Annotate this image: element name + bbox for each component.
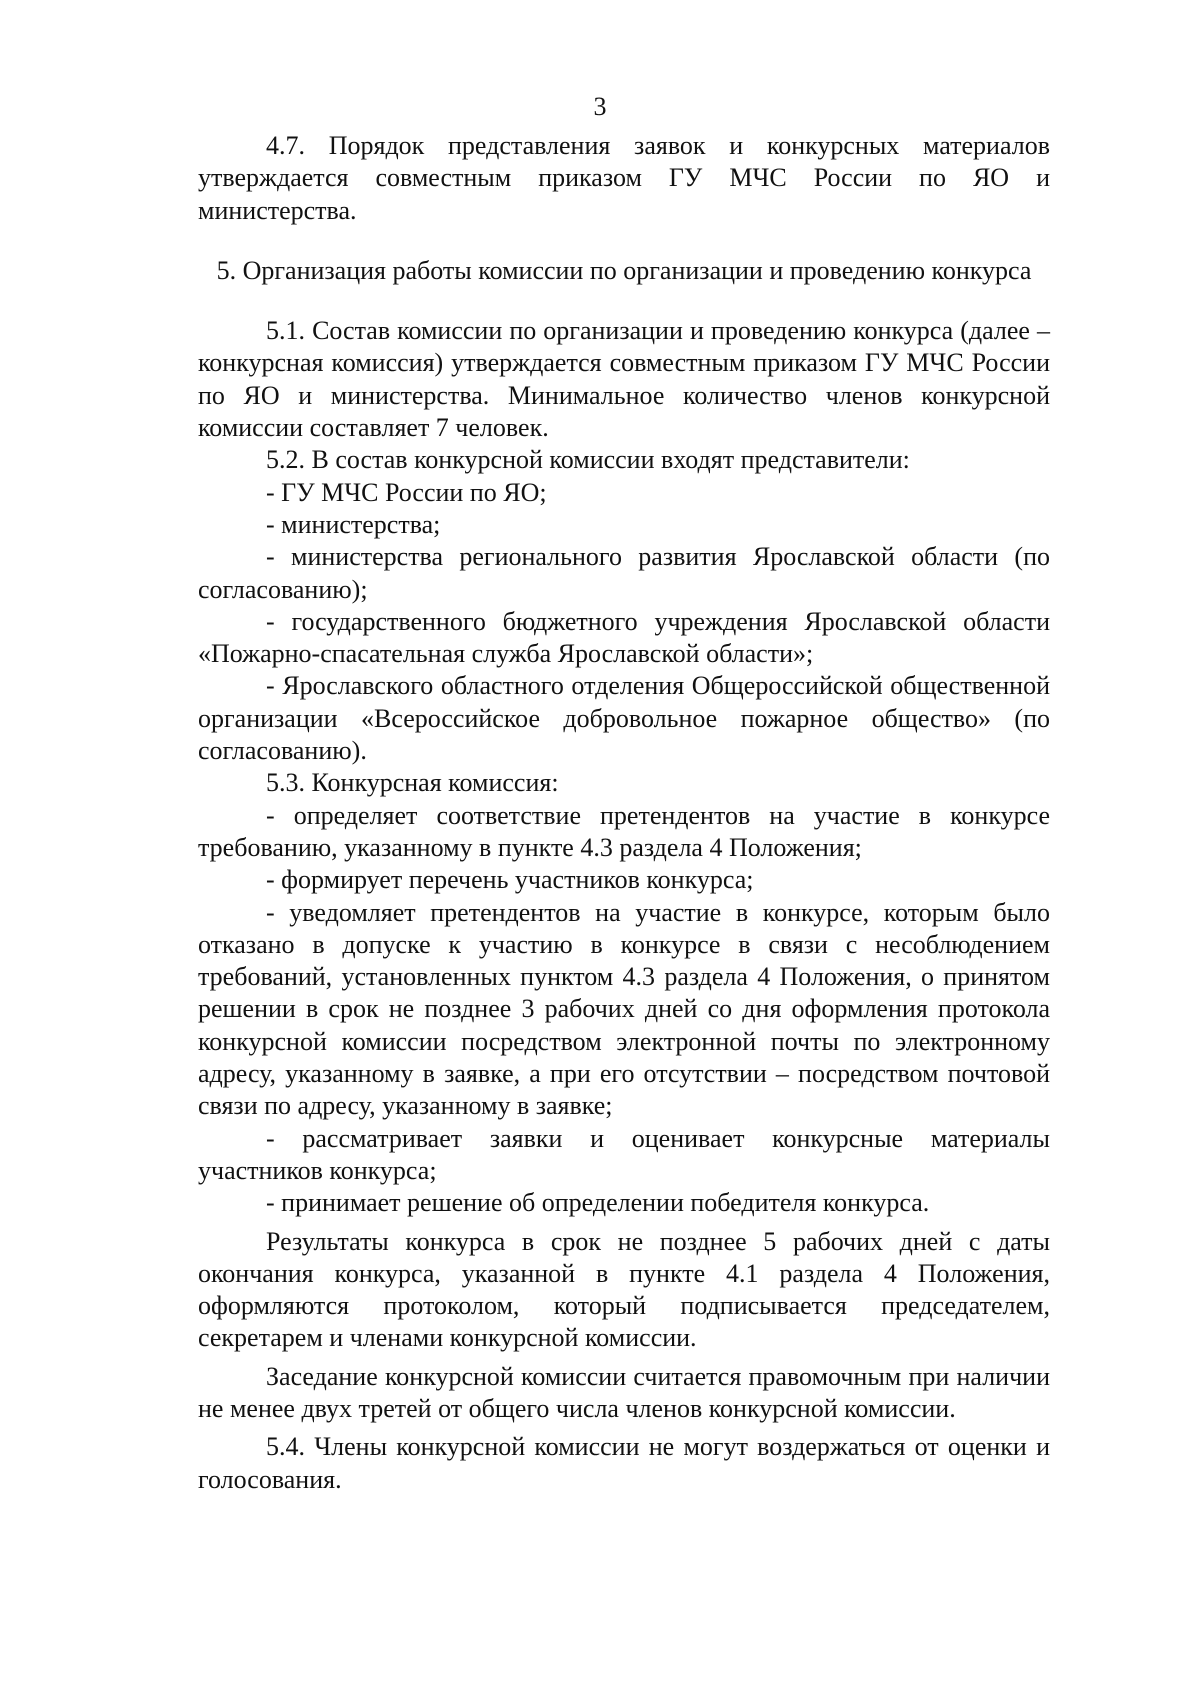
section-5-heading: 5. Организация работы комиссии по организации и проведению конкурса	[216, 255, 1032, 285]
list-item-ministry: - министерства;	[266, 509, 441, 539]
paragraph-results: Результаты конкурса в срок не позднее 5 рабочих дней с даты окончания конкурса, указанной в пункте 4.1 раздела 4 Положения, оформляются протоколом, который подписывается председателем, секретарем и членами конкурсной комиссии.	[198, 1226, 1050, 1353]
paragraph-5-4: 5.4. Члены конкурсной комиссии не могут воздержаться от оценки и голосования.	[198, 1432, 1050, 1494]
list-item-fire-rescue-service: - государственного бюджетного учреждения Ярославской области «Пожарно-спасательная служба Ярославской области»;	[198, 606, 1050, 669]
list-item-regional-development: - министерства регионального развития Ярославской области (по согласованию);	[198, 542, 1050, 604]
list-item-gu-mchs: - ГУ МЧС России по ЯО;	[266, 477, 547, 507]
paragraph-5-3: 5.3. Конкурсная комиссия:	[266, 768, 559, 798]
list-item-reviews: - рассматривает заявки и оценивает конкурсные материалы участников конкурса;	[198, 1123, 1050, 1185]
list-item-decides: - принимает решение об определении победителя конкурса.	[266, 1188, 930, 1218]
list-item-forms-list: - формирует перечень участников конкурса;	[266, 865, 754, 895]
paragraph-quorum: Заседание конкурсной комиссии считается правомочным при наличии не менее двух третей от общего числа членов конкурсной комиссии.	[198, 1361, 1050, 1423]
document-body	[198, 130, 1050, 1496]
paragraph-5-1: 5.1. Состав комиссии по организации и проведению конкурса (далее – конкурсная комиссия) утверждается совместным приказом ГУ МЧС России по ЯО и министерства. Минимальное количество членов конкурсной комиссии составляет 7 человек.	[198, 316, 1050, 443]
paragraph-5-2: 5.2. В состав конкурсной комиссии входят представители:	[266, 445, 910, 475]
page-number: 3	[593, 92, 607, 121]
list-item-vdpo: - Ярославского областного отделения Общероссийской общественной организации «Всероссийское добровольное пожарное общество» (по согласованию).	[198, 671, 1050, 766]
list-item-notifies: - уведомляет претендентов на участие в конкурсе, которым было отказано в допуске к участию в конкурсе в связи с несоблюдением требований, установленных пунктом 4.3 раздела 4 Положения, о принятом решении в срок не позднее 3 рабочих дней со дня оформления протокола конкурсной комиссии посредством электронной почты по электронному адресу, указанному в заявке, а при его отсутствии – посредством почтовой связи по адресу, указанному в заявке;	[198, 897, 1050, 1121]
list-item-determines: - определяет соответствие претендентов на участие в конкурсе требованию, указанному в пункте 4.3 раздела 4 Положения;	[198, 800, 1050, 862]
paragraph-4-7: 4.7. Порядок представления заявок и конкурсных материалов утверждается совместным приказом ГУ МЧС России по ЯО и министерства.	[198, 131, 1050, 225]
